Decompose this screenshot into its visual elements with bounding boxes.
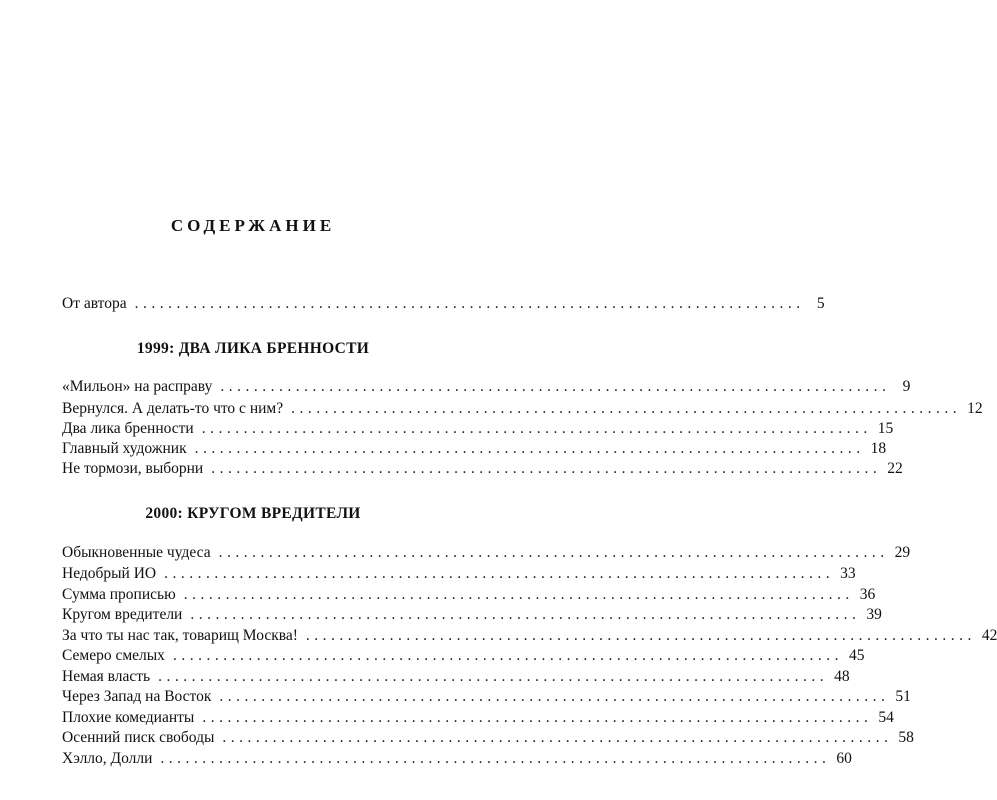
toc-entry-label: Семеро смелых — [62, 647, 165, 664]
toc-entry — [62, 293, 825, 315]
toc-entry — [62, 707, 894, 729]
toc-entry — [62, 398, 983, 420]
toc-entry — [62, 666, 850, 688]
toc-entry — [62, 584, 876, 606]
toc-entry-label: Немая власть — [62, 668, 151, 685]
dot-leader: ................................................................................ — [218, 544, 889, 561]
dot-leader: ................................................................................ — [194, 440, 865, 457]
toc-entry — [62, 604, 882, 626]
section-heading: 1999: ДВА ЛИКА БРЕННОСТИ — [136, 340, 370, 357]
dot-leader: ................................................................................ — [190, 606, 861, 623]
dot-leader: ................................................................................ — [222, 729, 893, 746]
toc-entry — [62, 376, 911, 398]
dot-leader: ................................................................................ — [202, 709, 873, 726]
page-title: СОДЕРЖАНИЕ — [170, 216, 336, 235]
toc-entry — [62, 625, 997, 647]
toc-entry-page: 39 — [866, 606, 882, 623]
dot-leader: ................................................................................ — [211, 460, 882, 477]
toc-entry — [62, 748, 852, 770]
toc-entry — [62, 418, 894, 440]
toc-entry-page: 58 — [898, 729, 914, 746]
toc-entry-page: 5 — [816, 295, 825, 312]
toc-entry — [62, 727, 914, 749]
toc-entry — [62, 645, 865, 667]
dot-leader: ................................................................................ — [305, 627, 976, 644]
toc-entry-page: 54 — [878, 709, 894, 726]
toc-entry-page: 33 — [840, 565, 856, 582]
dot-leader: ................................................................................ — [220, 378, 891, 395]
toc-entry-label: Не тормози, выборни — [62, 460, 204, 477]
toc-entry-page: 45 — [848, 647, 865, 664]
toc-entry-label: Сумма прописью — [62, 586, 176, 603]
toc-entry-label: Через Запад на Восток — [62, 688, 212, 705]
toc-entry — [62, 542, 911, 564]
toc-entry-page: 15 — [877, 420, 894, 437]
toc-entry-label: Хэлло, Долли — [62, 750, 153, 767]
toc-entry-label: Два лика бренности — [62, 420, 194, 437]
dot-leader: ................................................................................ — [134, 295, 805, 312]
section-heading: 2000: КРУГОМ ВРЕДИТЕЛИ — [145, 505, 361, 522]
toc-entry-page: 22 — [887, 460, 903, 477]
toc-entry-page: 48 — [834, 668, 850, 685]
dot-leader: ................................................................................ — [172, 647, 843, 664]
dot-leader: ................................................................................ — [219, 688, 890, 705]
toc-entry-page: 18 — [870, 440, 887, 457]
toc-entry — [62, 438, 887, 460]
toc-entry-label: Обыкновенные чудеса — [62, 544, 211, 561]
toc-entry-label: «Мильон» на расправу — [62, 378, 213, 395]
toc-entry-label: Недобрый ИО — [62, 565, 157, 582]
toc-entry-page: 42 — [981, 627, 997, 644]
toc-entry-page: 36 — [859, 586, 876, 603]
toc-entry-label: От автора — [62, 295, 127, 312]
toc-entry-label: Осенний писк свободы — [62, 729, 215, 746]
dot-leader: ................................................................................ — [201, 420, 872, 437]
toc-entry-label: За что ты нас так, товарищ Москва! — [62, 627, 298, 644]
dot-leader: ................................................................................ — [164, 565, 835, 582]
toc-entry — [62, 563, 856, 585]
toc-entry — [62, 686, 911, 708]
toc-entry-page: 12 — [967, 400, 983, 417]
toc-entry-label: Вернулся. А делать-то что с ним? — [62, 400, 284, 417]
toc-entry-page: 60 — [836, 750, 852, 767]
toc-entry-label: Главный художник — [62, 440, 187, 457]
dot-leader: ................................................................................ — [158, 668, 829, 685]
toc-entry-label: Плохие комедианты — [62, 709, 195, 726]
dot-leader: ................................................................................ — [160, 750, 831, 767]
toc-entry-page: 29 — [894, 544, 911, 561]
toc-entry-label: Кругом вредители — [62, 606, 183, 623]
toc-entry — [62, 458, 903, 480]
dot-leader: ................................................................................ — [291, 400, 962, 417]
dot-leader: ................................................................................ — [183, 586, 854, 603]
toc-entry-page: 51 — [895, 688, 911, 705]
toc-entry-page: 9 — [902, 378, 911, 395]
